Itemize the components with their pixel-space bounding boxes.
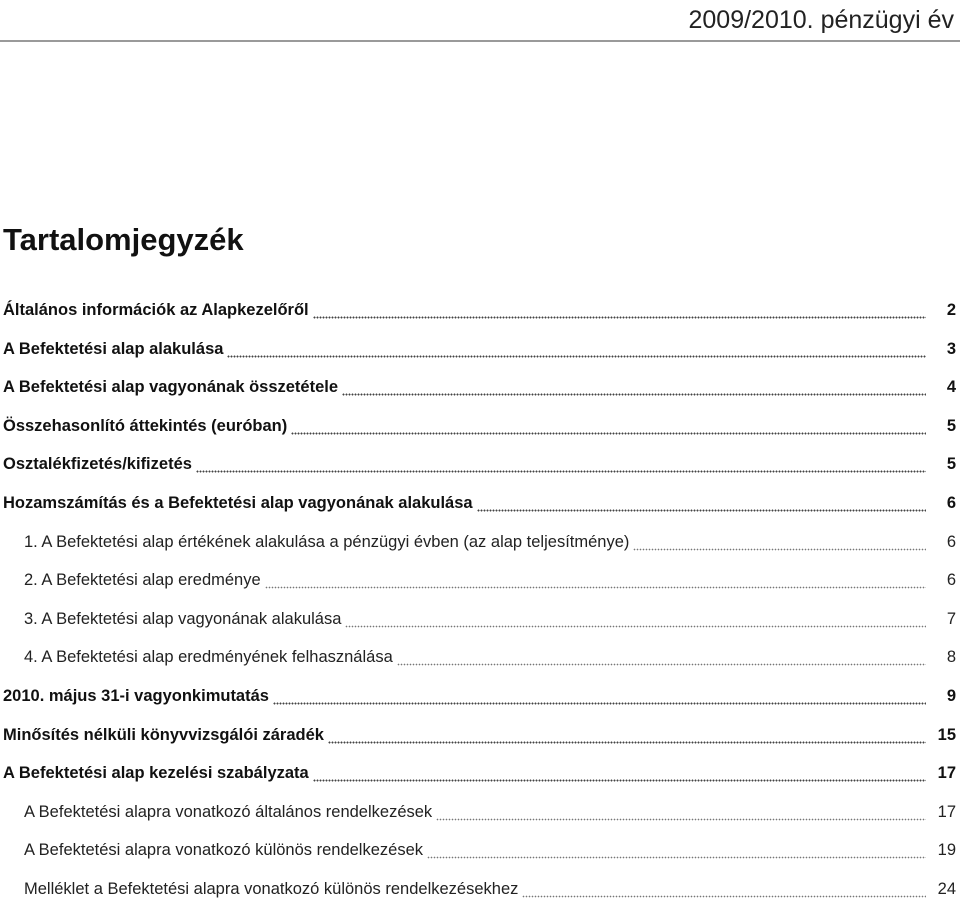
page-title: Tartalomjegyzék xyxy=(3,222,244,257)
toc-entry-title: Hozamszámítás és a Befektetési alap vagyonának alakulása xyxy=(3,494,473,512)
toc-entry[interactable] xyxy=(3,455,956,479)
toc-entry[interactable] xyxy=(3,340,956,364)
toc-dot-leader xyxy=(291,432,926,435)
toc-entry[interactable] xyxy=(3,687,956,711)
toc-entry-page-number: 8 xyxy=(946,648,956,667)
toc-entry-title: 3. A Befektetési alap vagyonának alakulása xyxy=(24,609,342,628)
toc-entry-page-number: 17 xyxy=(937,764,956,783)
toc-dot-leader xyxy=(633,548,926,551)
toc-dot-leader xyxy=(522,895,926,898)
toc-entry-page-number: 6 xyxy=(946,571,956,590)
toc-entry[interactable] xyxy=(3,417,956,441)
toc-dot-leader xyxy=(436,818,926,821)
toc-entry-title: 4. A Befektetési alap eredményének felhasználása xyxy=(24,648,393,667)
toc-dot-leader xyxy=(196,470,926,473)
toc-entry-page-number: 5 xyxy=(946,455,956,474)
toc-entry[interactable] xyxy=(24,803,956,827)
toc-dot-leader xyxy=(227,355,926,358)
toc-entry-title: Minősítés nélküli könyvvizsgálói záradék xyxy=(3,725,324,744)
toc-dot-leader xyxy=(342,393,926,396)
toc-dot-leader xyxy=(328,741,926,744)
toc-entry-page-number: 6 xyxy=(946,532,956,551)
toc-entry[interactable] xyxy=(24,610,956,634)
toc-entry-title: Összehasonlító áttekintés (euróban) xyxy=(3,416,288,435)
toc-entry-page-number: 17 xyxy=(937,802,956,821)
toc-entry-title: 2. A Befektetési alap eredménye xyxy=(24,571,261,590)
toc-entry[interactable] xyxy=(24,571,956,595)
toc-entry[interactable] xyxy=(24,841,956,865)
toc-entry-page-number: 24 xyxy=(937,880,956,898)
toc-entry-title: A Befektetési alapra vonatkozó különös rendelkezések xyxy=(24,841,423,860)
toc-entry[interactable] xyxy=(3,764,956,788)
toc-entry-title: A Befektetési alap alakulása xyxy=(3,339,224,358)
toc-entry-page-number: 5 xyxy=(946,416,956,435)
toc-entry[interactable] xyxy=(3,378,956,402)
toc-entry[interactable] xyxy=(3,301,956,325)
toc-dot-leader xyxy=(265,586,926,589)
toc-entry-title: Osztalékfizetés/kifizetés xyxy=(3,455,192,474)
toc-entry-page-number: 7 xyxy=(946,609,956,628)
toc-entry[interactable] xyxy=(3,726,956,750)
toc-entry[interactable] xyxy=(24,880,956,904)
toc-entry-page-number: 15 xyxy=(937,725,956,744)
toc-entry-page-number: 9 xyxy=(946,687,956,705)
toc-dot-leader xyxy=(345,625,926,628)
toc-entry-title: A Befektetési alapra vonatkozó általános rendelkezések xyxy=(24,802,433,821)
toc-entry-page-number: 19 xyxy=(937,841,956,860)
toc-entry-title: Általános információk az Alapkezelőről xyxy=(3,301,309,319)
toc-entry-page-number: 4 xyxy=(946,378,956,397)
toc-dot-leader xyxy=(427,856,926,859)
toc-entry-title: 1. A Befektetési alap értékének alakulása a pénzügyi évben (az alap teljesítménye) xyxy=(24,532,630,551)
header-divider xyxy=(0,40,960,42)
header-title: 2009/2010. pénzügyi év xyxy=(688,6,954,34)
toc-entry-page-number: 3 xyxy=(946,339,956,358)
toc-entry[interactable] xyxy=(3,494,956,518)
toc-entry-title: A Befektetési alap kezelési szabályzata xyxy=(3,764,309,783)
toc-entry-title: 2010. május 31-i vagyonkimutatás xyxy=(3,687,269,705)
toc-dot-leader xyxy=(313,316,926,319)
toc-dot-leader xyxy=(273,702,926,705)
toc-dot-leader xyxy=(313,779,926,782)
page-header xyxy=(0,0,960,42)
toc-entry-title: Melléklet a Befektetési alapra vonatkozó különös rendelkezésekhez xyxy=(24,880,519,898)
toc-entry[interactable] xyxy=(24,648,956,672)
toc-entry-page-number: 6 xyxy=(946,494,956,512)
toc-entry-title: A Befektetési alap vagyonának összetétele xyxy=(3,378,339,397)
toc-dot-leader xyxy=(397,663,926,666)
toc-entry-page-number: 2 xyxy=(946,301,956,319)
toc-dot-leader xyxy=(477,509,926,512)
toc-entry[interactable] xyxy=(24,533,956,557)
